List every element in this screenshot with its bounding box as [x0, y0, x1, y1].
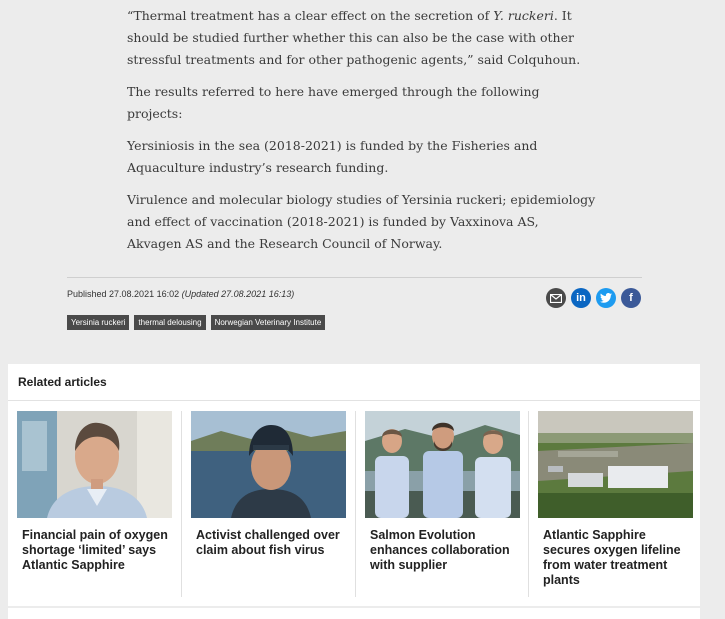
share-facebook-button[interactable]	[621, 288, 641, 308]
portrait-image	[17, 411, 172, 518]
article-paragraph: “Thermal treatment has a clear effect on the secretion of Y. ruckeri. It should be studied further whether this can also be the case with other stressful treatments and for other pathogenic agents,” said Colquhoun.	[127, 8, 581, 67]
related-article-card[interactable]	[191, 411, 346, 596]
share-twitter-button[interactable]	[596, 288, 616, 308]
updated-date: (Updated 27.08.2021 16:13)	[181, 289, 295, 299]
share-linkedin-button[interactable]	[571, 288, 591, 308]
next-section	[8, 608, 700, 619]
activist-boat-image	[191, 411, 346, 518]
article-thumbnail[interactable]	[538, 411, 693, 518]
related-article-card[interactable]	[538, 411, 693, 596]
article-body	[127, 0, 597, 265]
related-articles	[8, 364, 700, 606]
envelope-icon	[550, 294, 562, 303]
related-article-headline[interactable]: Financial pain of oxygen shortage ‘limited’ says Atlantic Sapphire	[22, 528, 168, 572]
related-articles-title: Related articles	[18, 375, 107, 389]
published-date: Published 27.08.2021 16:02	[67, 289, 180, 299]
card-separator	[181, 411, 182, 597]
tag-list	[67, 315, 325, 330]
article-thumbnail[interactable]	[191, 411, 346, 518]
related-article-headline[interactable]: Salmon Evolution enhances collaboration with supplier	[370, 528, 510, 572]
article-thumbnail[interactable]	[17, 411, 172, 518]
related-article-headline[interactable]: Activist challenged over claim about fish virus	[196, 528, 340, 557]
divider	[67, 277, 642, 278]
share-buttons	[546, 288, 641, 308]
facebook-icon: f	[629, 292, 633, 304]
tag-yersinia-ruckeri[interactable]: Yersinia ruckeri	[67, 315, 129, 330]
article-paragraph: Virulence and molecular biology studies of Yersinia ruckeri; epidemiology and effect of vaccination (2018-2021) is funded by Vaxxinova AS, Akvagen AS and the Research Council of Norway.	[127, 192, 596, 251]
three-men-image	[365, 411, 520, 518]
share-email-button[interactable]	[546, 288, 566, 308]
related-article-headline[interactable]: Atlantic Sapphire secures oxygen lifeline from water treatment plants	[543, 528, 681, 587]
aerial-facility-image	[538, 411, 693, 518]
divider	[8, 400, 700, 401]
article-paragraph: Yersiniosis in the sea (2018-2021) is funded by the Fisheries and Aquaculture industry’s research funding.	[127, 138, 538, 175]
article-paragraph: The results referred to here have emerged through the following projects:	[127, 84, 540, 121]
related-article-card[interactable]	[17, 411, 172, 596]
linkedin-icon: in	[576, 292, 586, 304]
article-thumbnail[interactable]	[365, 411, 520, 518]
publish-info	[67, 289, 294, 299]
tag-thermal-delousing[interactable]: thermal delousing	[134, 315, 205, 330]
species-name: Y. ruckeri	[493, 8, 554, 23]
card-separator	[528, 411, 529, 597]
twitter-icon	[600, 293, 612, 303]
card-separator	[355, 411, 356, 597]
tag-norwegian-veterinary-institute[interactable]: Norwegian Veterinary Institute	[211, 315, 326, 330]
related-article-card[interactable]	[365, 411, 520, 596]
